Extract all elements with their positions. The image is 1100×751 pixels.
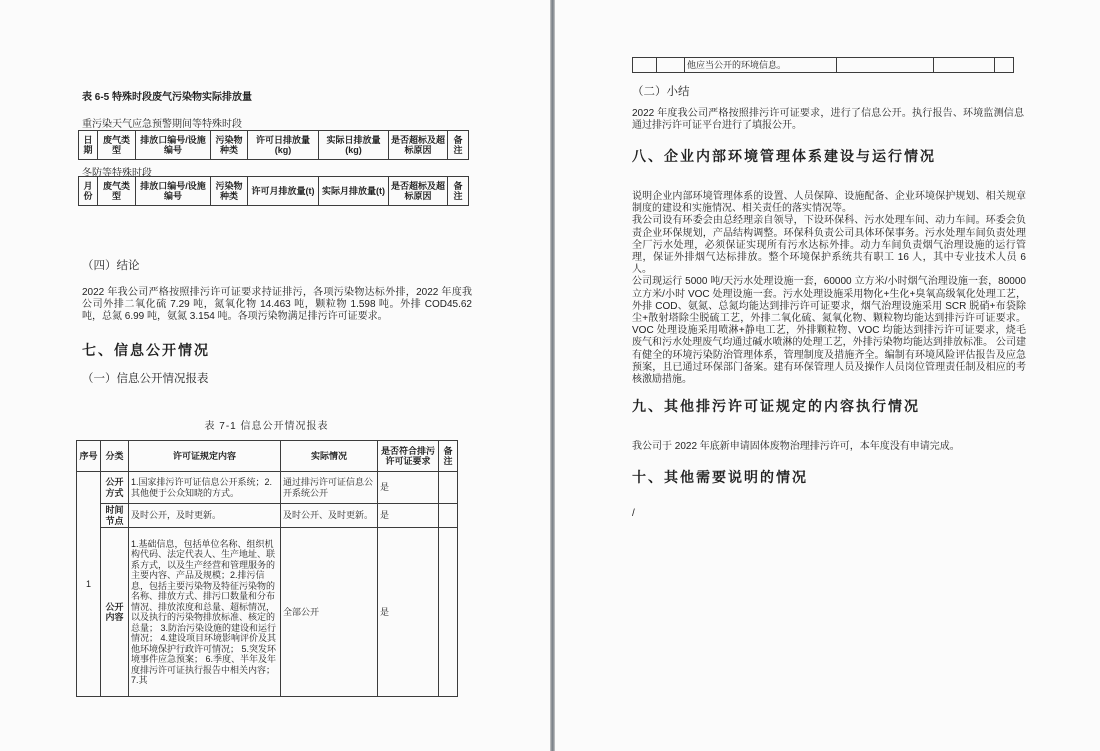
col-header: 废气类型 [98,131,136,160]
required-content-cell: 1.国家排污许可证信息公开系统；2.其他便于公众知晓的方式。 [129,472,281,504]
compliant-cell [934,58,995,73]
col-header: 实际日排放量(kg) [319,131,389,160]
remark-cell [439,472,458,504]
table-7-1-caption: 表 7-1 信息公开情况报表 [204,421,329,432]
col-header: 排放口编号/设施编号 [136,131,211,160]
conclusion-paragraph: 2022 年我公司严格按照排污许可证要求持证排污，各项污染物达标外排，2022 年度我公司外排二氧化硫 7.29 吨，氮氧化物 14.463 吨，颗粒物 1.598 吨。外排 COD45.62 吨，总氮 6.99 吨，氨氮 3.154 吨。各项污染物满足排污许可证要求。 [82,287,472,323]
section-9-paragraph: 我公司于 2022 年底新申请固体废物治理排污许可，本年度没有申请完成。 [632,441,960,452]
compliant-cell: 是 [378,528,439,697]
col-header: 许可日排放量(kg) [248,131,319,160]
section-9-heading: 九、其他排污许可证规定的内容执行情况 [632,398,920,414]
remark-cell [995,58,1014,73]
col-header: 实际情况 [281,441,378,472]
category-cell: 公开内容 [101,528,129,697]
compliant-cell: 是 [378,504,439,528]
table-row [77,504,458,528]
page-right [555,0,1100,751]
col-header: 许可月排放量(t) [248,177,319,206]
special-period-daily-label: 重污染天气应急预警期间等特殊时段 [82,119,242,130]
actual-cell: 全部公开 [281,528,378,697]
table-header-row [79,131,469,160]
col-header: 是否符合排污许可证要求 [378,441,439,472]
col-header: 污染物种类 [211,177,248,206]
summary-2-heading: （二）小结 [632,86,690,98]
actual-cell: 及时公开、及时更新。 [281,504,378,528]
col-header: 月份 [79,177,98,206]
actual-cell [837,58,934,73]
col-header: 排放口编号/设施编号 [136,177,211,206]
table-6-5-caption: 表 6-5 特殊时段废气污染物实际排放量 [82,92,253,103]
row-number-cell [633,58,657,73]
section-8-paragraph-1: 说明企业内部环境管理体系的设置、人员保障、设施配备、企业环境保护规划、相关规章制度的建设和实施情况、相关责任的落实情况等。 [632,191,1026,215]
summary-2-paragraph: 2022 年度我公司严格按照排污许可证要求，进行了信息公开。执行报告、环境监测信息通过排污许可证平台进行了填报公开。 [632,108,1024,132]
col-header: 备注 [448,131,469,160]
required-content-cell: 他应当公开的环境信息。 [685,58,837,73]
col-header: 分类 [101,441,129,472]
col-header: 实际月排放量(t) [319,177,389,206]
col-header: 是否超标及超标原因 [389,131,448,160]
category-cell: 时间节点 [101,504,129,528]
table-row [77,472,458,504]
col-header: 备注 [439,441,458,472]
col-header: 是否超标及超标原因 [389,177,448,206]
actual-cell: 通过排污许可证信息公开系统公开 [281,472,378,504]
info-disclosure-table [76,440,458,697]
special-period-winter-label: 冬防等特殊时段 [82,168,152,179]
table-row [633,58,1014,73]
special-period-daily-table [78,130,469,160]
section-8-paragraph-3: 公司现运行 5000 吨/天污水处理设施一套，60000 立方米/小时烟气治理设施一套，80000 立方米/小时 VOC 处理设施一套。污水处理设施采用物化+生化+臭氧高级氧化处理工艺，外排 COD、氨氮、总氮均能达到排污许可证要求，烟气治理设施采用 SCR 脱硝+布袋除尘+散射塔除尘脱硫工艺，外排二氧化硫、氮氧化物、颗粒物均能达到排污许可证要求。VOC 处理设施采用喷淋+静电工艺，外排颗粒物、VOC 均能达到排污许可证要求，烧毛废气和污水处理废气均通过碱水喷淋的处理工艺，外排污染物均能达到排放标准。 公司建有健全的环境污染防治管理体系，管理制度及措施齐全。编制有环境风险评估报告及应急预案，且已通过环保部门备案。建有环保管理人员及操作人员岗位管理责任制及相应的考核激励措施。 [632,276,1026,386]
category-cell: 公开方式 [101,472,129,504]
section-8-body [632,191,1026,386]
conclusion-heading: （四）结论 [82,260,140,272]
table-header-row [77,441,458,472]
section-7-sub-heading: （一）信息公开情况报表 [82,373,209,385]
required-content-cell: 及时公开，及时更新。 [129,504,281,528]
col-header: 污染物种类 [211,131,248,160]
section-8-paragraph-2: 我公司设有环委会由总经理亲自领导，下设环保科、污水处理车间、动力车间。环委会负责企业环保规划，产品结构调整。环保科负责公司具体环保事务。污水处理车间负责处理全厂污水处理，必须保证实现所有污水达标外排。动力车间负责烟气治理设施的运行管理，保证外排烟气达标排放。整个环境保护系统共有职工 16 人，其中专业技术人员 6 人。 [632,215,1026,276]
info-disclosure-table-continuation [632,57,1014,73]
remark-cell [439,528,458,697]
category-cell [657,58,685,73]
col-header: 日期 [79,131,98,160]
section-10-placeholder: / [632,508,635,519]
section-7-heading: 七、信息公开情况 [82,342,210,358]
special-period-monthly-table [78,176,469,206]
remark-cell [439,504,458,528]
table-row [77,528,458,697]
table-header-row [79,177,469,206]
section-10-heading: 十、其他需要说明的情况 [632,469,808,485]
col-header: 废气类型 [98,177,136,206]
col-header: 许可证规定内容 [129,441,281,472]
row-number-cell: 1 [77,472,101,697]
compliant-cell: 是 [378,472,439,504]
required-content-cell: 1.基础信息，包括单位名称、组织机构代码、法定代表人、生产地址、联系方式，以及生产经营和管理服务的主要内容、产品及规模；2.排污信息，包括主要污染物及特征污染物的名称、排放方式、排污口数量和分布情况、排放浓度和总量、超标情况，以及执行的污染物排放标准、核定的总量； 3.防治污染设施的建设和运行情况； 4.建设项目环境影响评价及其他环境保护行政许可情况； 5.突发环境事件应急预案； 6.季度、半年及年度排污许可证执行报告中相关内容； 7.其 [129,528,281,697]
section-8-heading: 八、企业内部环境管理体系建设与运行情况 [632,148,936,164]
col-header: 备注 [448,177,469,206]
col-header: 序号 [77,441,101,472]
